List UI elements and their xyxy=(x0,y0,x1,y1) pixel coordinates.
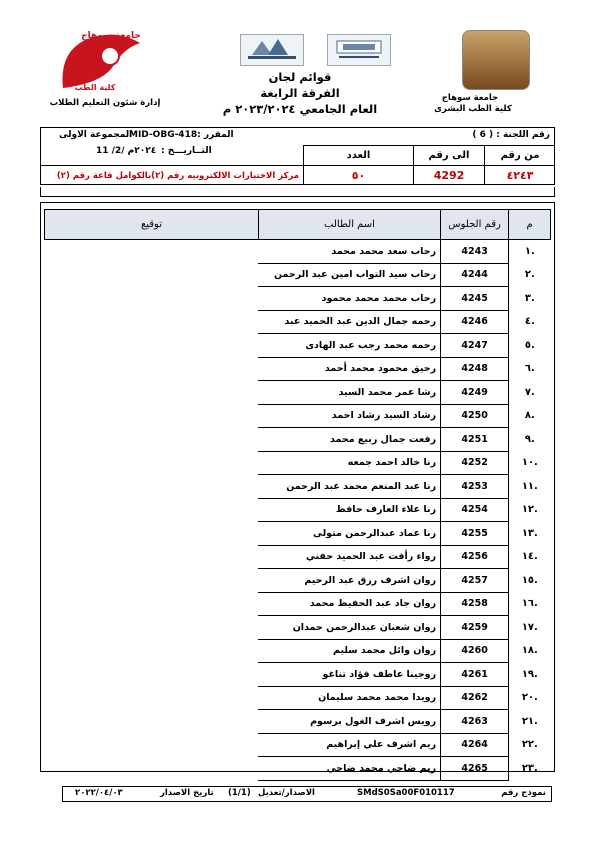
students-affairs-caption: إدارة شئون التعليم الطلاب xyxy=(49,98,161,108)
seat-number: 4249 xyxy=(441,381,509,405)
table-row xyxy=(45,639,551,663)
table-row xyxy=(45,498,551,522)
seat-number: 4245 xyxy=(441,287,509,311)
table-row xyxy=(45,310,551,334)
student-name: رحاب محمد محمد محمود xyxy=(258,287,440,311)
issue-date: ٢٠٢٢/٠٤/٠٣ xyxy=(75,788,123,798)
signature-cell xyxy=(45,287,259,311)
row-number: ٢٣. xyxy=(521,762,538,774)
row-number: ٦. xyxy=(524,363,535,375)
signature-cell xyxy=(45,357,259,381)
row-number: ١٦. xyxy=(521,598,538,610)
signature-cell xyxy=(45,310,259,334)
row-number: ١٠. xyxy=(521,457,538,469)
table-row xyxy=(45,569,551,593)
seat-number: 4250 xyxy=(441,404,509,428)
row-number: ٢٠. xyxy=(521,692,538,704)
signature-cell xyxy=(45,733,259,757)
row-number: ١٤. xyxy=(521,551,538,563)
table-row xyxy=(45,287,551,311)
seat-number: 4260 xyxy=(441,639,509,663)
student-name: روان اشرف رزق عبد الرحيم xyxy=(258,569,440,593)
row-number: ٨. xyxy=(524,410,535,422)
seat-number: 4248 xyxy=(441,357,509,381)
row-number: ٣. xyxy=(524,292,535,304)
row-number: ٥. xyxy=(524,339,535,351)
seat-number: 4247 xyxy=(441,334,509,358)
signature-cell xyxy=(45,334,259,358)
row-number: ٤. xyxy=(524,316,535,328)
row-number: ٢. xyxy=(524,269,535,281)
from-value: ٤٢٤٣ xyxy=(506,169,534,182)
signature-cell xyxy=(45,451,259,475)
col-signature: توقيع xyxy=(45,210,259,240)
signature-cell xyxy=(45,404,259,428)
faculty-logo xyxy=(55,28,153,93)
student-name: ريم اشرف علي إبراهيم xyxy=(258,733,440,757)
group: المجموعة الاولى xyxy=(59,130,133,140)
committee-number: رقم اللجنة : ( 6 ) xyxy=(472,130,550,140)
table-row xyxy=(45,616,551,640)
signature-cell xyxy=(45,475,259,499)
student-name: روان وائل محمد سليم xyxy=(258,639,440,663)
signature-cell xyxy=(45,616,259,640)
row-number: ١٩. xyxy=(521,668,538,680)
count-value: ٥٠ xyxy=(351,169,366,182)
logo-text: جامعة سوهاج xyxy=(81,31,141,41)
student-name: رشا عمر محمد السيد xyxy=(258,381,440,405)
course-code: المقرر :MID-OBG-418 xyxy=(129,130,234,140)
doc-year-level: الفرقة الرابعة xyxy=(260,86,340,100)
doc-title: قوائم لجان xyxy=(268,70,332,84)
date-label: التــاريـــخ : xyxy=(161,146,212,156)
student-name: روان شعبان عبدالرحمن حمدان xyxy=(258,616,440,640)
student-name: رويدا محمد محمد سليمان xyxy=(258,686,440,710)
seat-number: 4265 xyxy=(441,757,509,781)
form-number: SMdS0Sa00F010117 xyxy=(357,788,455,798)
signature-cell xyxy=(45,663,259,687)
seat-number: 4259 xyxy=(441,616,509,640)
signature-cell xyxy=(45,710,259,734)
academic-year: العام الجامعي ٢٠٢٣/٢٠٢٤ م xyxy=(222,102,378,116)
signature-cell xyxy=(45,592,259,616)
table-row xyxy=(45,545,551,569)
row-number: ٢١. xyxy=(521,715,538,727)
col-seat: رقم الجلوس xyxy=(441,210,509,240)
student-table xyxy=(44,209,551,781)
seat-number: 4257 xyxy=(441,569,509,593)
iso-badge xyxy=(327,34,391,66)
seat-number: 4243 xyxy=(441,240,509,264)
student-name: ريم ضاحي محمد ضاحي xyxy=(258,757,440,781)
seat-number: 4253 xyxy=(441,475,509,499)
table-row xyxy=(45,522,551,546)
signature-cell xyxy=(45,381,259,405)
row-number: ١٧. xyxy=(521,621,538,633)
table-row xyxy=(45,733,551,757)
seat-number: 4244 xyxy=(441,263,509,287)
exam-date: 11 /2/ ٢٠٢٤م xyxy=(96,146,157,156)
row-number: ٧. xyxy=(524,386,535,398)
seat-number: 4258 xyxy=(441,592,509,616)
seat-number: 4252 xyxy=(441,451,509,475)
signature-cell xyxy=(45,686,259,710)
table-row xyxy=(45,357,551,381)
table-row xyxy=(45,381,551,405)
edition-label: الاصدار/تعديل xyxy=(258,788,315,798)
table-row xyxy=(45,334,551,358)
table-row xyxy=(45,592,551,616)
student-name: رحاب سعد محمد محمد xyxy=(258,240,440,264)
row-number: ٢٢. xyxy=(521,739,538,751)
col-number: م xyxy=(509,210,551,240)
seat-number: 4246 xyxy=(441,310,509,334)
signature-cell xyxy=(45,498,259,522)
table-row xyxy=(45,686,551,710)
seat-number: 4251 xyxy=(441,428,509,452)
table-row xyxy=(45,263,551,287)
exam-location: مركز الاختبارات الالكترونيه رقم (٢)بالكوامل قاعة رقم (٢) xyxy=(56,171,299,181)
signature-cell xyxy=(45,545,259,569)
seat-number: 4264 xyxy=(441,733,509,757)
row-number: ٩. xyxy=(524,433,535,445)
row-number: ١٥. xyxy=(521,574,538,586)
student-name: رنا عبد المنعم محمد عبد الرحمن xyxy=(258,475,440,499)
seat-number: 4263 xyxy=(441,710,509,734)
signature-cell xyxy=(45,428,259,452)
form-label: نموذج رقم xyxy=(501,788,546,798)
table-row xyxy=(45,663,551,687)
table-row xyxy=(45,451,551,475)
table-row xyxy=(45,428,551,452)
seat-number: 4254 xyxy=(441,498,509,522)
student-name: رفعت جمال ربيع محمد xyxy=(258,428,440,452)
signature-cell xyxy=(45,522,259,546)
student-name: رنا خالد احمد جمعه xyxy=(258,451,440,475)
student-name: رحمه جمال الدين عبد الحميد عبد xyxy=(258,310,440,334)
table-row xyxy=(45,240,551,264)
to-label: الى رقم xyxy=(428,150,470,161)
table-row xyxy=(45,404,551,428)
student-name: رحيق محمود محمد أحمد xyxy=(258,357,440,381)
seat-number: 4256 xyxy=(441,545,509,569)
student-name: روان جاد عبد الحفيظ محمد xyxy=(258,592,440,616)
issue-date-label: تاريخ الاصدار xyxy=(160,788,214,798)
student-name: رنا عماد عبدالرحمن متولى xyxy=(258,522,440,546)
seat-number: 4261 xyxy=(441,663,509,687)
signature-cell xyxy=(45,639,259,663)
row-number: ١. xyxy=(524,246,535,257)
student-name: رويس اشرف الغول برسوم xyxy=(258,710,440,734)
student-name: رنا علاء العارف حافظ xyxy=(258,498,440,522)
seat-number: 4255 xyxy=(441,522,509,546)
to-value: 4292 xyxy=(433,169,465,182)
table-row xyxy=(45,710,551,734)
signature-cell xyxy=(45,240,259,264)
exam-info-box xyxy=(40,127,555,185)
university-name: جامعة سوهاج xyxy=(441,93,499,103)
table-header-row xyxy=(45,210,551,240)
signature-cell xyxy=(45,569,259,593)
signature-cell xyxy=(45,263,259,287)
faculty-name: كلية الطب البشرى xyxy=(434,104,512,114)
accreditation-badge xyxy=(240,34,304,66)
table-row xyxy=(45,757,551,781)
spacer-row xyxy=(40,187,555,197)
count-label: العدد xyxy=(346,150,371,161)
table-row xyxy=(45,475,551,499)
student-name: روجينا عاطف فؤاد تناغو xyxy=(258,663,440,687)
row-number: ١٢. xyxy=(521,504,538,516)
student-name: رحاب سيد التواب امين عبد الرحمن xyxy=(258,263,440,287)
student-name: رحمه محمد رجب عبد الهادى xyxy=(258,334,440,358)
logo-subtext: كلية الطب xyxy=(74,83,116,92)
row-number: ١١. xyxy=(521,480,538,492)
student-name: رواء رأفت عبد الحميد حفني xyxy=(258,545,440,569)
seat-number: 4262 xyxy=(441,686,509,710)
signature-cell xyxy=(45,757,259,781)
row-number: ١٣. xyxy=(521,527,538,539)
row-number: ١٨. xyxy=(521,645,538,657)
from-label: من رقم xyxy=(500,150,540,161)
university-logo xyxy=(462,30,530,90)
edition-value: (1/1) xyxy=(228,788,251,798)
student-name: رشاد السيد رشاد احمد xyxy=(258,404,440,428)
col-name: اسم الطالب xyxy=(258,210,440,240)
